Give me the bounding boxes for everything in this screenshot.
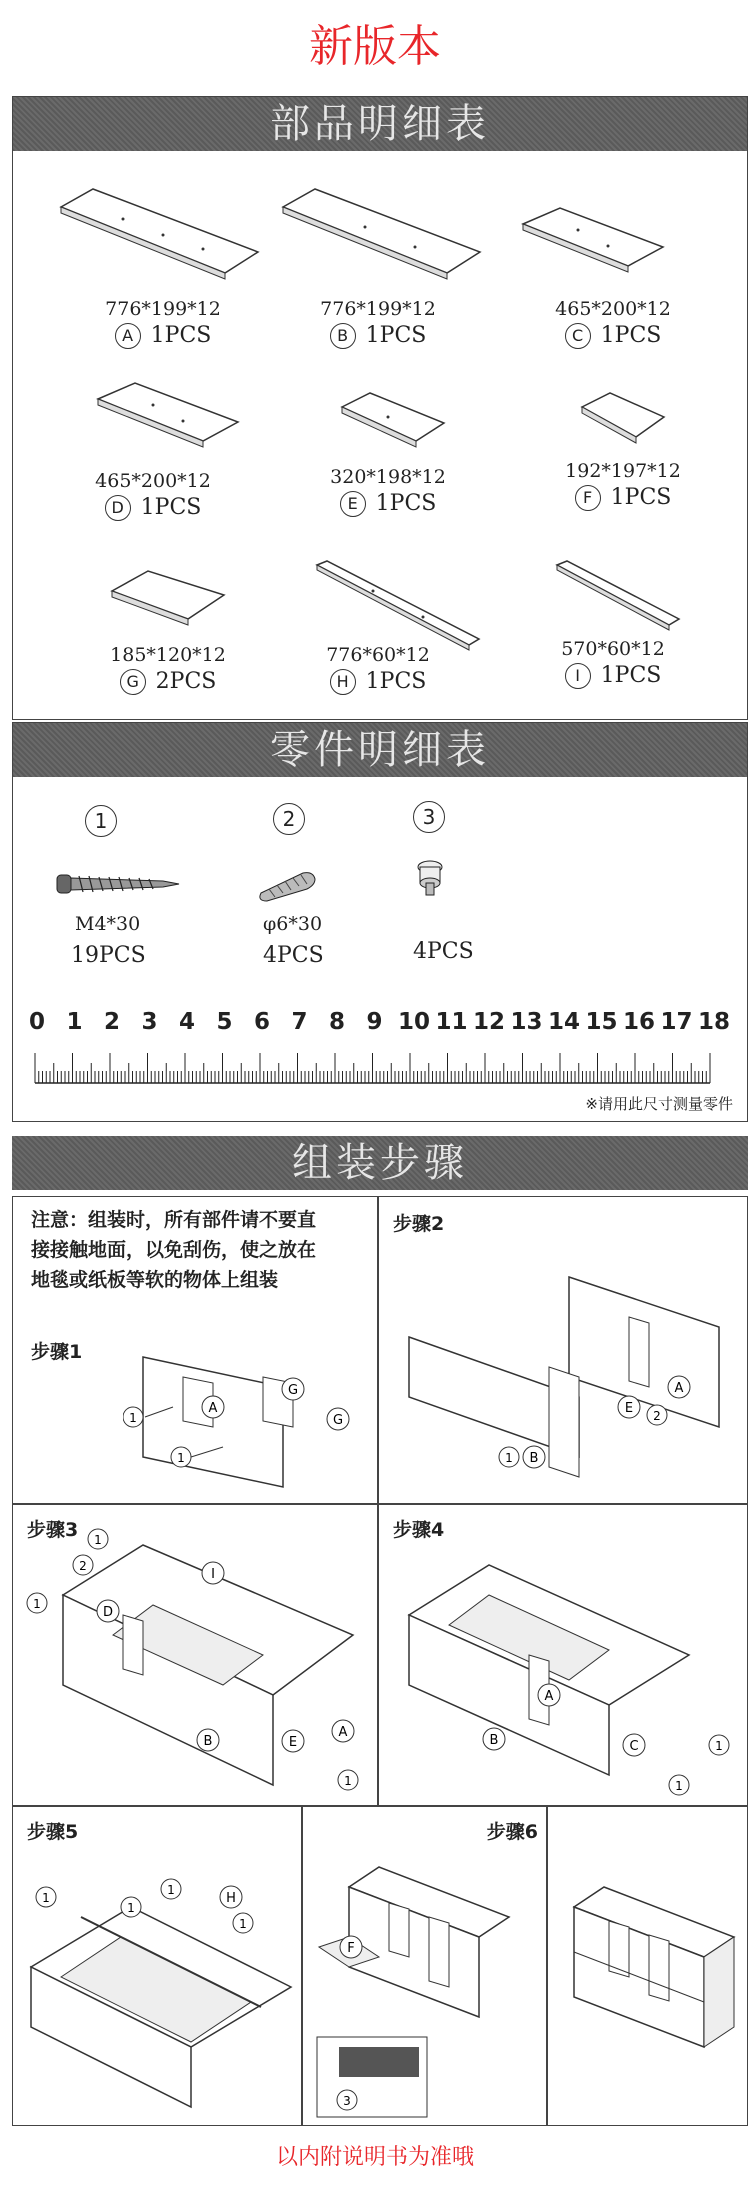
board-a-drawing — [53, 177, 263, 297]
parts-section — [12, 96, 748, 720]
part-i-qty: 1PCS — [600, 663, 662, 688]
part-h-dim: 776*60*12 — [326, 644, 430, 666]
final-shelf-diagram — [554, 1877, 744, 2067]
part-a-qty: 1PCS — [150, 323, 212, 348]
ruler-number: 9 — [366, 1009, 383, 1035]
svg-text:1: 1 — [127, 1901, 135, 1915]
hardware-2-number: 2 — [273, 803, 305, 835]
part-c-qty: 1PCS — [600, 323, 662, 348]
hardware-banner: 零件明细表 — [13, 723, 747, 777]
hardware-section — [12, 722, 748, 1122]
svg-text:D: D — [102, 1605, 114, 1620]
step-4-diagram — [389, 1545, 744, 1800]
step-cell-3 — [12, 1504, 378, 1806]
svg-text:1: 1 — [675, 1779, 683, 1793]
part-g-qty: 2PCS — [155, 669, 217, 694]
part-h — [308, 643, 448, 695]
parts-banner: 部品明细表 — [13, 97, 747, 151]
part-e-qty: 1PCS — [375, 491, 437, 516]
svg-text:1: 1 — [344, 1774, 352, 1788]
step-6-diagram — [309, 1847, 541, 2122]
part-b — [308, 297, 448, 349]
hardware-1-spec: M4*30 — [75, 913, 141, 935]
hardware-2-spec: φ6*30 — [263, 913, 323, 935]
ruler-number: 1 — [66, 1009, 83, 1035]
step-4-label: 步骤4 — [393, 1519, 445, 1541]
hardware-3-qty: 4PCS — [413, 939, 474, 964]
part-b-qty: 1PCS — [365, 323, 427, 348]
board-c-drawing — [518, 202, 668, 282]
ruler-number: 13 — [510, 1009, 543, 1035]
board-i-drawing — [553, 557, 683, 637]
part-e — [318, 465, 458, 517]
board-b-drawing — [275, 177, 485, 297]
step-5-diagram — [21, 1867, 299, 2117]
ruler — [29, 1009, 739, 1089]
part-d-label: D — [105, 495, 131, 521]
part-a-label: A — [115, 323, 141, 349]
ruler-number: 16 — [623, 1009, 656, 1035]
step-cell-6 — [302, 1806, 547, 2126]
svg-text:A: A — [544, 1689, 554, 1704]
step-5-label: 步骤5 — [27, 1821, 79, 1843]
part-g-label: G — [120, 669, 146, 695]
step-3-diagram — [23, 1525, 373, 1795]
svg-text:A: A — [338, 1725, 348, 1740]
ruler-number: 4 — [179, 1009, 196, 1035]
ruler-number: 6 — [254, 1009, 271, 1035]
step-1-diagram — [123, 1347, 363, 1497]
part-c-dim: 465*200*12 — [555, 298, 671, 320]
part-g — [98, 643, 238, 695]
svg-text:A: A — [674, 1381, 684, 1396]
step-cell-1 — [12, 1196, 378, 1504]
board-g-drawing — [108, 567, 228, 637]
svg-text:1: 1 — [715, 1739, 723, 1753]
part-i-label: I — [565, 663, 591, 689]
part-b-dim: 776*199*12 — [320, 298, 436, 320]
part-h-qty: 1PCS — [365, 669, 427, 694]
ruler-number: 11 — [435, 1009, 468, 1035]
part-i-dim: 570*60*12 — [561, 638, 665, 660]
svg-text:1: 1 — [505, 1451, 513, 1465]
ruler-number: 15 — [585, 1009, 618, 1035]
ruler-number: 10 — [398, 1009, 431, 1035]
step-1-label: 步骤1 — [31, 1341, 83, 1363]
part-h-label: H — [330, 669, 356, 695]
svg-text:E: E — [624, 1401, 634, 1416]
ruler-number: 12 — [473, 1009, 506, 1035]
svg-text:G: G — [332, 1413, 344, 1428]
svg-text:B: B — [529, 1451, 539, 1466]
part-c-label: C — [565, 323, 591, 349]
svg-text:I: I — [211, 1567, 215, 1582]
svg-text:1: 1 — [42, 1891, 50, 1905]
part-f — [553, 459, 693, 511]
part-f-dim: 192*197*12 — [565, 460, 681, 482]
assembly-section — [12, 1136, 748, 2126]
hardware-2-qty: 4PCS — [263, 943, 324, 968]
part-d-dim: 465*200*12 — [95, 470, 211, 492]
ruler-number: 17 — [660, 1009, 693, 1035]
dowel-icon — [253, 863, 323, 903]
cam-lock-icon — [408, 853, 458, 903]
svg-text:B: B — [489, 1733, 499, 1748]
svg-text:B: B — [203, 1734, 213, 1749]
part-c — [543, 297, 683, 349]
board-h-drawing — [313, 557, 483, 657]
ruler-number: 18 — [698, 1009, 731, 1035]
svg-text:H: H — [226, 1891, 236, 1906]
svg-text:F: F — [347, 1941, 355, 1956]
assembly-banner: 组装步骤 — [12, 1136, 748, 1190]
part-f-label: F — [575, 485, 601, 511]
final-result-cell — [547, 1806, 748, 2126]
svg-text:1: 1 — [94, 1533, 102, 1547]
part-a — [93, 297, 233, 349]
svg-text:A: A — [208, 1401, 218, 1416]
hardware-1-qty: 19PCS — [71, 943, 146, 968]
board-f-drawing — [578, 387, 668, 457]
ruler-numbers — [29, 1009, 739, 1039]
part-d — [83, 469, 223, 521]
ruler-number: 2 — [104, 1009, 121, 1035]
part-f-qty: 1PCS — [610, 485, 672, 510]
step-6-label: 步骤6 — [486, 1821, 538, 1843]
svg-text:1: 1 — [129, 1411, 137, 1425]
svg-text:G: G — [287, 1383, 299, 1398]
svg-text:2: 2 — [79, 1559, 87, 1573]
ruler-ticks — [29, 1043, 739, 1087]
step-cell-2 — [378, 1196, 748, 1504]
ruler-number: 0 — [29, 1009, 46, 1035]
svg-text:3: 3 — [343, 2094, 351, 2108]
footer-note: 以内附说明书为准哦 — [275, 2145, 474, 2170]
ruler-note: ※请用此尺寸测量零件 — [585, 1095, 733, 1113]
board-d-drawing — [93, 377, 243, 457]
assembly-note: 注意：组装时，所有部件请不要直接接触地面，以免刮伤，使之放在地毯或纸板等软的物体上组装 — [31, 1209, 317, 1291]
svg-text:1: 1 — [177, 1451, 185, 1465]
ruler-number: 3 — [141, 1009, 158, 1035]
board-e-drawing — [338, 387, 448, 457]
part-d-qty: 1PCS — [140, 495, 202, 520]
ruler-number: 14 — [548, 1009, 581, 1035]
screw-icon — [53, 863, 183, 903]
part-a-dim: 776*199*12 — [105, 298, 221, 320]
hardware-1-number: 1 — [85, 805, 117, 837]
step-cell-4 — [378, 1504, 748, 1806]
svg-text:2: 2 — [653, 1409, 661, 1423]
step-2-label: 步骤2 — [393, 1213, 445, 1235]
svg-text:1: 1 — [33, 1597, 41, 1611]
hardware-3-number: 3 — [413, 801, 445, 833]
part-e-dim: 320*198*12 — [330, 466, 446, 488]
step-3-label: 步骤3 — [27, 1519, 79, 1541]
ruler-number: 5 — [216, 1009, 233, 1035]
step-cell-5 — [12, 1806, 302, 2126]
svg-text:C: C — [629, 1739, 639, 1754]
ruler-number: 7 — [291, 1009, 308, 1035]
part-i — [543, 637, 683, 689]
version-title: 新版本 — [309, 21, 441, 72]
step-2-diagram — [399, 1257, 739, 1497]
part-g-dim: 185*120*12 — [110, 644, 226, 666]
part-b-label: B — [330, 323, 356, 349]
svg-text:E: E — [288, 1735, 298, 1750]
part-e-label: E — [340, 491, 366, 517]
svg-text:1: 1 — [239, 1917, 247, 1931]
svg-text:1: 1 — [167, 1883, 175, 1897]
ruler-number: 8 — [329, 1009, 346, 1035]
